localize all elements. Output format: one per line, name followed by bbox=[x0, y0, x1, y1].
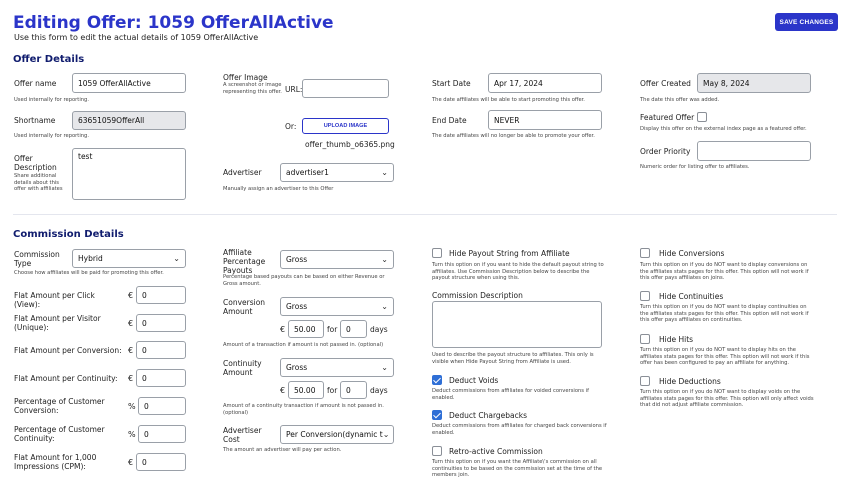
offer-created-label: Offer Created bbox=[640, 79, 691, 88]
flat-click-label: Flat Amount per Click (View): bbox=[14, 291, 95, 309]
continuity-for-label: for bbox=[327, 386, 338, 395]
affiliate-payouts-select[interactable] bbox=[280, 250, 394, 269]
deduct-chargebacks-checkbox[interactable] bbox=[432, 410, 442, 420]
hide-deductions-checkbox[interactable] bbox=[640, 376, 650, 386]
deduct-voids-label: Deduct Voids bbox=[449, 376, 499, 385]
conversion-amount-label: Conversion Amount bbox=[223, 298, 266, 316]
conversion-amount-input[interactable]: 50.00 bbox=[288, 320, 324, 338]
continuity-amount-select[interactable] bbox=[280, 358, 394, 377]
page-title: Editing Offer: 1059 OfferAllActive bbox=[13, 13, 334, 33]
deduct-voids-help: Deduct commissions from affiliates for voided conversions if enabled. bbox=[432, 388, 589, 401]
hide-hits-label: Hide Hits bbox=[659, 335, 694, 344]
hide-continuities-help: Turn this option on if you do NOT want to display continuities on the affiliates stats pages for this offer. This option will not work if this offer pays affiliates on continuities. bbox=[640, 304, 809, 323]
end-date-input[interactable]: NEVER bbox=[488, 110, 602, 130]
hide-payout-checkbox[interactable] bbox=[432, 248, 442, 258]
continuity-days-label: days bbox=[370, 386, 388, 395]
retro-commission-label: Retro-active Commission bbox=[449, 447, 543, 456]
advertiser-label: Advertiser bbox=[223, 168, 262, 177]
description-textarea[interactable]: test bbox=[72, 148, 186, 200]
advertiser-select[interactable] bbox=[280, 163, 394, 182]
image-url-input[interactable] bbox=[302, 79, 389, 98]
hide-deductions-help: Turn this option on if you do NOT want to display voids on the affiliates stats pages for this offer. This option will only affect voids that did not adjust affiliate commission. bbox=[640, 389, 814, 408]
advertiser-cost-help: The amount an advertiser will pay per action. bbox=[223, 447, 342, 453]
affiliate-payouts-label: Affiliate Percentage Payouts bbox=[223, 248, 266, 275]
commission-details-heading: Commission Details bbox=[13, 229, 124, 240]
order-priority-help: Numeric order for listing offer to affiliates. bbox=[640, 164, 750, 170]
flat-visitor-label: Flat Amount per Visitor (Unique): bbox=[14, 314, 101, 332]
chevron-down-icon: ⌄ bbox=[381, 363, 388, 372]
offer-name-input[interactable]: 1059 OfferAllActive bbox=[72, 73, 186, 93]
end-date-help: The date affiliates will no longer be able to promote your offer. bbox=[432, 133, 595, 139]
continuity-days-input[interactable]: 0 bbox=[340, 381, 367, 399]
page-subtitle: Use this form to edit the actual details of 1059 OfferAllActive bbox=[14, 33, 259, 42]
continuity-amount-value: Gross bbox=[286, 363, 308, 372]
advertiser-cost-value: Per Conversion(dynamic t bbox=[286, 430, 383, 439]
pct-continuity-label: Percentage of Customer Continuity: bbox=[14, 425, 105, 443]
upload-image-button[interactable]: UPLOAD IMAGE bbox=[302, 118, 389, 134]
chevron-down-icon: ⌄ bbox=[381, 168, 388, 177]
pct-conversion-input[interactable]: 0 bbox=[138, 397, 186, 415]
offer-created-input: May 8, 2024 bbox=[697, 73, 811, 93]
flat-visitor-input[interactable]: 0 bbox=[136, 314, 186, 332]
advertiser-help: Manually assign an advertiser to this Offer bbox=[223, 186, 334, 192]
conversion-amount-value: Gross bbox=[286, 302, 308, 311]
order-priority-label: Order Priority bbox=[640, 147, 691, 156]
start-date-label: Start Date bbox=[432, 79, 471, 88]
hide-deductions-label: Hide Deductions bbox=[659, 377, 721, 386]
offer-image-help: A screenshot or image representing this offer. bbox=[223, 82, 282, 95]
hide-conversions-label: Hide Conversions bbox=[659, 249, 725, 258]
flat-click-currency: € bbox=[128, 291, 134, 300]
hide-continuities-label: Hide Continuities bbox=[659, 292, 724, 301]
commission-type-help: Choose how affiliates will be paid for promoting this offer. bbox=[14, 270, 164, 276]
chevron-down-icon: ⌄ bbox=[382, 430, 390, 439]
flat-conversion-currency: € bbox=[128, 346, 134, 355]
shortname-help: Used internally for reporting. bbox=[14, 133, 89, 139]
offer-image-label: Offer Image bbox=[223, 73, 268, 82]
save-changes-button[interactable]: SAVE CHANGES bbox=[775, 13, 838, 31]
image-url-label: URL: bbox=[285, 85, 303, 94]
flat-click-input[interactable]: 0 bbox=[136, 286, 186, 304]
conversion-days-input[interactable]: 0 bbox=[340, 320, 367, 338]
offer-name-help: Used internally for reporting. bbox=[14, 97, 89, 103]
image-filename: offer_thumb_o6365.png bbox=[305, 140, 395, 149]
flat-visitor-currency: € bbox=[128, 319, 134, 328]
start-date-input[interactable]: Apr 17, 2024 bbox=[488, 73, 602, 93]
continuity-amount-input[interactable]: 50.00 bbox=[288, 381, 324, 399]
retro-commission-help: Turn this option on if you want the Affiliate\'s commission on all continuities to be based on the commission set at the time of the members join. bbox=[432, 459, 603, 478]
chevron-down-icon: ⌄ bbox=[381, 255, 388, 264]
description-label: Offer Description bbox=[14, 154, 57, 172]
commission-type-select[interactable] bbox=[72, 249, 186, 268]
featured-offer-checkbox[interactable] bbox=[697, 112, 707, 122]
continuity-amount-help: Amount of a continuity transaction if amount is not passed in. (optional) bbox=[223, 403, 384, 416]
offer-name-label: Offer name bbox=[14, 79, 57, 88]
flat-continuity-input[interactable]: 0 bbox=[136, 369, 186, 387]
conversion-amount-select[interactable] bbox=[280, 297, 394, 316]
flat-conversion-input[interactable]: 0 bbox=[136, 341, 186, 359]
deduct-voids-checkbox[interactable] bbox=[432, 375, 442, 385]
deduct-chargebacks-label: Deduct Chargebacks bbox=[449, 411, 527, 420]
flat-impressions-input[interactable]: 0 bbox=[136, 453, 186, 471]
flat-conversion-label: Flat Amount per Conversion: bbox=[14, 346, 122, 355]
conversion-days-label: days bbox=[370, 325, 388, 334]
shortname-input: 63651059OfferAll bbox=[72, 111, 186, 130]
shortname-label: Shortname bbox=[14, 116, 56, 125]
commission-description-textarea[interactable] bbox=[432, 301, 602, 348]
continuity-amount-currency: € bbox=[280, 386, 286, 395]
hide-continuities-checkbox[interactable] bbox=[640, 291, 650, 301]
hide-conversions-help: Turn this option on if you do NOT want to display conversions on the affiliates stats pages for this offer. This option will not work if this offer pays affiliates on joins. bbox=[640, 262, 809, 281]
hide-payout-help: Turn this option on if you want to hide the default payout string to affiliates. Use Commission Description below to describe the payout structure when using this. bbox=[432, 262, 604, 281]
flat-continuity-currency: € bbox=[128, 374, 134, 383]
advertiser-select-value: advertiser1 bbox=[286, 168, 329, 177]
advertiser-cost-select[interactable] bbox=[280, 425, 394, 444]
start-date-help: The date affiliates will be able to start promoting this offer. bbox=[432, 97, 585, 103]
affiliate-payouts-value: Gross bbox=[286, 255, 308, 264]
offer-details-heading: Offer Details bbox=[13, 54, 85, 65]
continuity-amount-label: Continuity Amount bbox=[223, 359, 262, 377]
offer-created-help: The date this offer was added. bbox=[640, 97, 720, 103]
pct-continuity-input[interactable]: 0 bbox=[138, 425, 186, 443]
order-priority-input[interactable] bbox=[697, 141, 811, 161]
commission-type-label: Commission Type bbox=[14, 250, 60, 268]
pct-conversion-label: Percentage of Customer Conversion: bbox=[14, 397, 105, 415]
image-or-label: Or: bbox=[285, 122, 297, 131]
hide-conversions-checkbox[interactable] bbox=[640, 248, 650, 258]
hide-payout-label: Hide Payout String from Affiliate bbox=[449, 249, 570, 258]
deduct-chargebacks-help: Deduct commissions from affiliates for charged back conversions if enabled. bbox=[432, 423, 607, 436]
description-help: Share additional details about this offer with affiliates bbox=[14, 173, 63, 192]
commission-description-label: Commission Description bbox=[432, 291, 523, 300]
chevron-down-icon: ⌄ bbox=[381, 302, 388, 311]
hide-hits-help: Turn this option on if you do NOT want to display hits on the affiliates stats pages for this offer. This option will not work if this offer has been configured to pay an affiliate for anything. bbox=[640, 347, 810, 366]
conversion-amount-help: Amount of a transaction if amount is not passed in. (optional) bbox=[223, 342, 384, 348]
featured-offer-help: Display this offer on the external index page as a featured offer. bbox=[640, 126, 807, 132]
conversion-for-label: for bbox=[327, 325, 338, 334]
end-date-label: End Date bbox=[432, 116, 467, 125]
retro-commission-checkbox[interactable] bbox=[432, 446, 442, 456]
conversion-amount-currency: € bbox=[280, 325, 286, 334]
chevron-down-icon: ⌄ bbox=[173, 254, 180, 263]
section-divider bbox=[13, 214, 837, 215]
flat-impressions-currency: € bbox=[128, 458, 134, 467]
pct-continuity-symbol: % bbox=[128, 430, 136, 439]
flat-continuity-label: Flat Amount per Continuity: bbox=[14, 374, 118, 383]
flat-impressions-label: Flat Amount for 1,000 Impressions (CPM): bbox=[14, 453, 97, 471]
affiliate-payouts-help: Percentage based payouts can be based on either Revenue or Gross amount. bbox=[223, 274, 385, 287]
pct-conversion-symbol: % bbox=[128, 402, 136, 411]
hide-hits-checkbox[interactable] bbox=[640, 334, 650, 344]
commission-description-help: Used to describe the payout structure to affiliates. This only is visible when Hide Payout String from Affiliate is used. bbox=[432, 352, 594, 365]
advertiser-cost-label: Advertiser Cost bbox=[223, 426, 262, 444]
featured-offer-label: Featured Offer bbox=[640, 113, 695, 122]
commission-type-value: Hybrid bbox=[78, 254, 103, 263]
